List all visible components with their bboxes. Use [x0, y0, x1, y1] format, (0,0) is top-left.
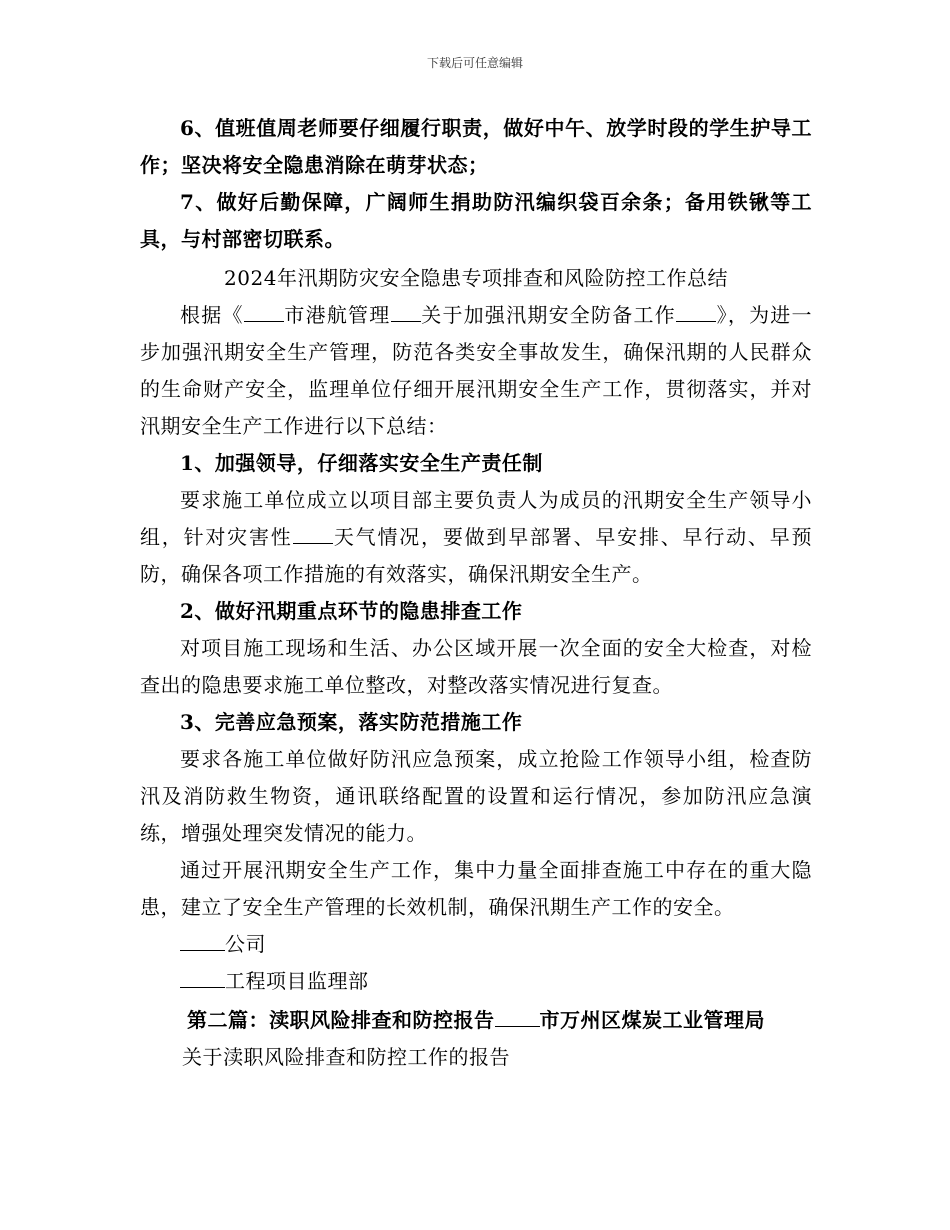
intro-part-a: 根据《: [180, 303, 244, 327]
list-item-6: 6、值班值周老师要仔细履行职责，做好中午、放学时段的学生护导工作；坚决将安全隐患消除在萌芽状态；: [140, 116, 812, 177]
signature-department-text: 工程项目监理部: [225, 969, 369, 993]
blank-line: [244, 321, 284, 322]
section-paragraph-3: 要求各施工单位做好防汛应急预案，成立抢险工作领导小组，检查防汛及消防救生物资，通讯联络配置的设置和运行情况，参加防汛应急演练，增强处理突发情况的能力。: [140, 747, 812, 845]
part2-title-b: 市万州区煤炭工业管理局: [539, 1008, 765, 1032]
section-heading-3: 3、完善应急预案，落实防范措施工作: [180, 710, 523, 734]
intro-part-c: 关于加强汛期安全防备工作: [420, 303, 676, 327]
intro-part-d: 》，为进一步加强汛期安全生产管理，防范各类安全事故发生，确保汛期的人民群众的生命财产安全，监理单位仔细开展汛期安全生产工作，贯彻落实，并对汛期安全生产工作进行以下总结：: [140, 303, 813, 438]
part2-title: [140, 1002, 812, 1039]
part2-title-a: 第二篇：渎职风险排查和防控报告: [187, 1008, 495, 1032]
blank-line: [293, 543, 333, 544]
article-title: 2024年汛期防灾安全隐患专项排查和风险防控工作总结: [224, 266, 728, 290]
blank-line: [391, 321, 421, 322]
part2-subtitle: 关于渎职风险排查和防控工作的报告: [182, 1045, 510, 1069]
blank-line: [180, 950, 225, 951]
p1-part-b: 天气情况，要做到早部署、早安排、早行动、早预防，确保各项工作措施的有效落实，确保汛期安全生产。: [140, 525, 813, 586]
section-paragraph-2: 对项目施工现场和生活、办公区域开展一次全面的安全大检查，对检查出的隐患要求施工单位整改，对整改落实情况进行复查。: [140, 636, 812, 697]
blank-line: [180, 987, 225, 988]
section-paragraph-1: [140, 482, 812, 593]
signature-company-text: 公司: [225, 932, 266, 956]
intro-part-b: 市港航管理: [283, 303, 391, 327]
list-item-7: 7、做好后勤保障，广阔师生捐助防汛编织袋百余条；备用铁锹等工具，与村部密切联系。: [140, 190, 812, 251]
intro-paragraph: [140, 297, 812, 445]
blank-line: [676, 321, 716, 322]
p1-part-a: 要求施工单位成立以项目部主要负责人为成员的汛期安全生产领导小组，针对灾害性: [140, 488, 812, 549]
document-body: [140, 110, 812, 1076]
signature-department: [140, 963, 812, 1000]
signature-company: [140, 926, 812, 963]
section-heading-2: 2、做好汛期重点环节的隐患排查工作: [180, 599, 523, 623]
page-header: 下载后可任意编辑: [426, 56, 523, 70]
section-heading-1: 1、加强领导，仔细落实安全生产责任制: [180, 451, 543, 475]
summary-paragraph: 通过开展汛期安全生产工作，集中力量全面排查施工中存在的重大隐患，建立了安全生产管理的长效机制，确保汛期生产工作的安全。: [140, 858, 812, 919]
blank-line: [495, 1026, 540, 1027]
